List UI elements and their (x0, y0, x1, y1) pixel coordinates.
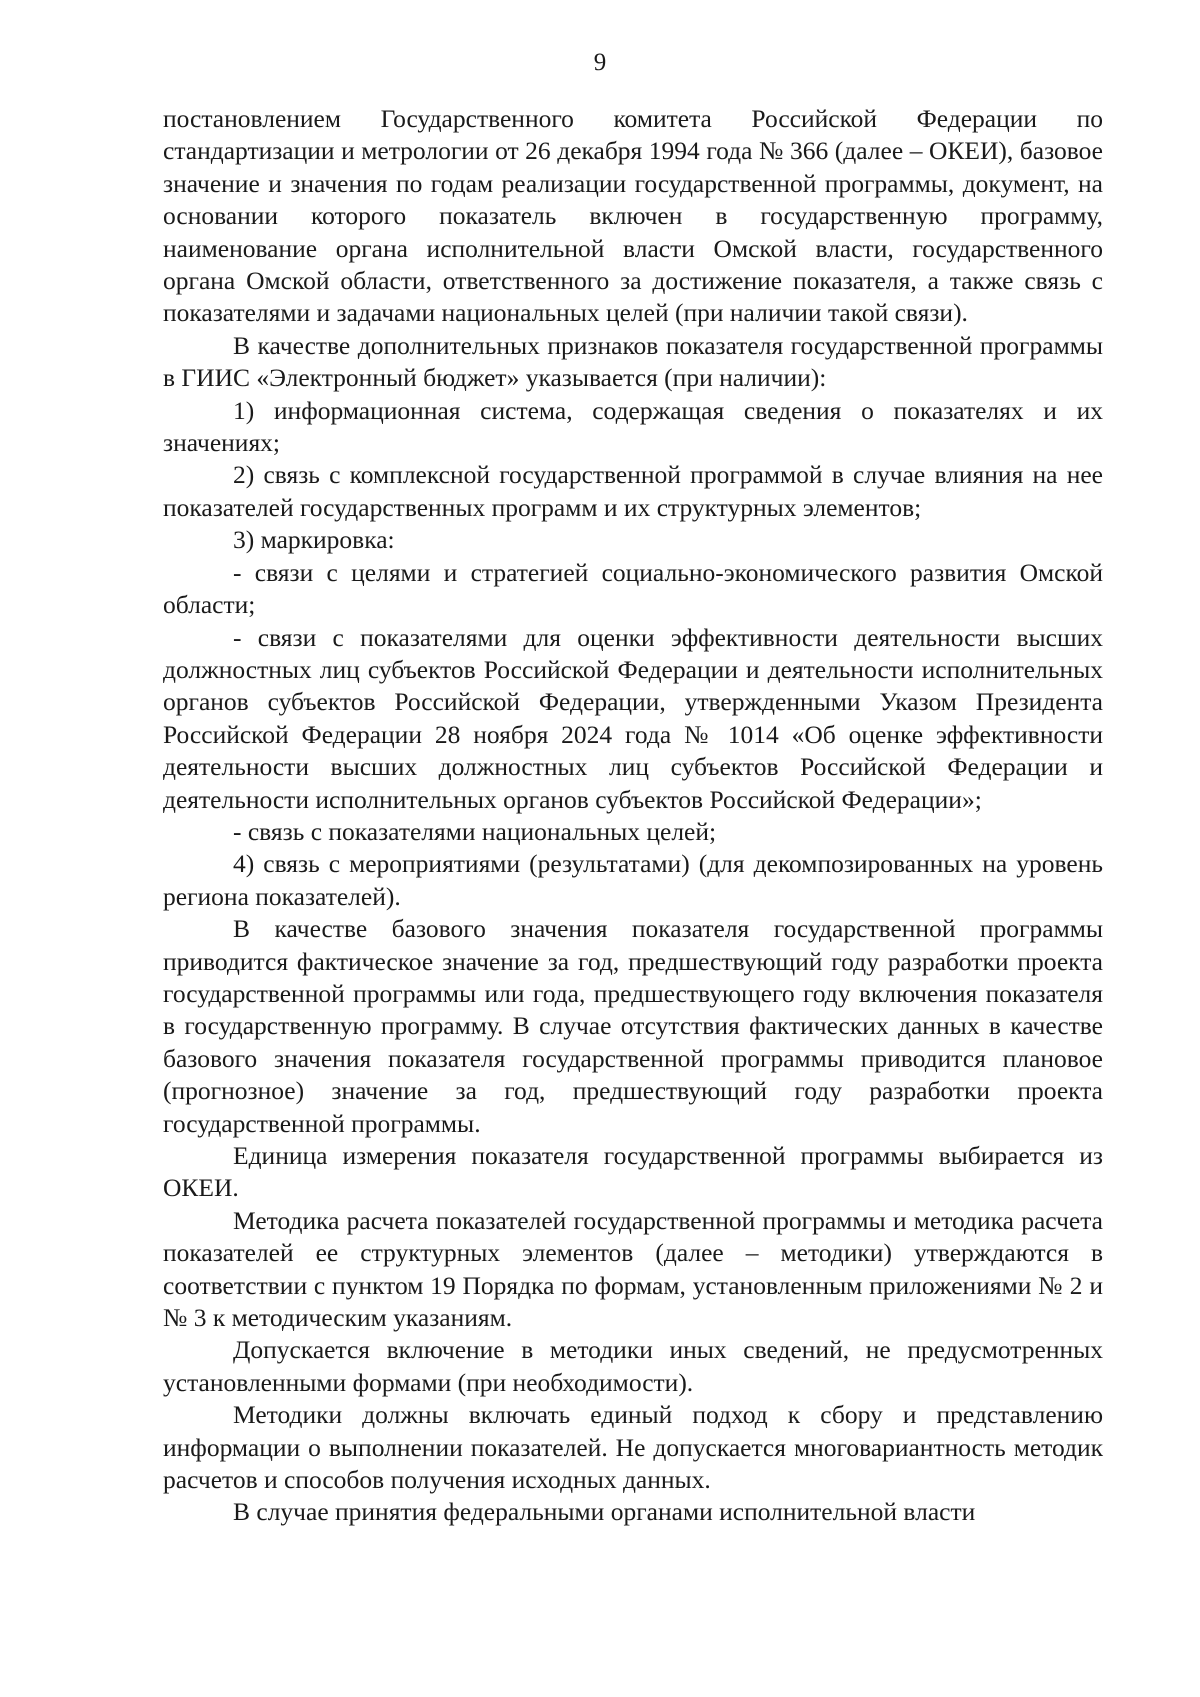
list-item-marking: 3) маркировка: (233, 525, 395, 555)
document-body (163, 103, 1103, 1529)
paragraph-base-value: В качестве базового значения показателя государственной программы приводится фактическое значение за год, предшествующий году разработки проекта государственной программы или года, предшествующего году включения показателя в государственную программу. В случае отсутствия фактических данных в качестве базового значения показателя государственной программы приводится плановое (прогнозное) значение за год, предшествующий году разработки проекта государственной программы. (163, 914, 1103, 1138)
sub-item-strategy-link: - связи с целями и стратегией социально-экономического развития Омской области; (163, 557, 1103, 620)
page-number: 9 (593, 49, 607, 76)
paragraph-unified-approach: Методики должны включать единый подход к сбору и представлению информации о выполнении показателей. Не допускается многовариантность методик расчетов и способов получения исходных данных. (163, 1400, 1103, 1495)
paragraph-unit-of-measure: Единица измерения показателя государственной программы выбирается из ОКЕИ. (163, 1141, 1103, 1203)
paragraph-federal-bodies: В случае принятия федеральными органами исполнительной власти (233, 1497, 976, 1527)
list-item-complex-program-link: 2) связь с комплексной государственной программой в случае влияния на нее показателей государственных программ и их структурных элементов; (163, 460, 1103, 522)
paragraph-okei-continuation: постановлением Государственного комитета Российской Федерации по стандартизации и метрологии от 26 декабря 1994 года № 366 (далее – ОКЕИ), базовое значение и значения по годам реализации государственной программы, документ, на основании которого показатель включен в государственную программу, наименование органа исполнительной власти Омской власти, государственного органа Омской области, ответственного за достижение показателя, а также связь с показателями и задачами национальных целей (при наличии такой связи). (163, 104, 1103, 328)
paragraph-additional-information: Допускается включение в методики иных сведений, не предусмотренных установленными формами (при необходимости). (163, 1335, 1103, 1397)
list-item-information-system: 1) информационная система, содержащая сведения о показателях и их значениях; (163, 395, 1103, 458)
list-item-activities-link: 4) связь с мероприятиями (результатами) (для декомпозированных на уровень региона показателей). (163, 849, 1103, 911)
sub-item-efficiency-indicators-link: - связи с показателями для оценки эффективности деятельности высших должностных лиц субъектов Российской Федерации и деятельности исполнительных органов субъектов Российской Федерации, утвержденными Указом Президента Российской Федерации 28 ноября 2024 года № 1014 «Об оценке эффективности деятельности высших должностных лиц субъектов Российской Федерации и деятельности исполнительных органов субъектов Российской Федерации»; (163, 622, 1103, 814)
sub-item-national-goals-link: - связь с показателями национальных целей; (233, 816, 717, 846)
paragraph-methodology-approval: Методика расчета показателей государственной программы и методика расчета показателей ее структурных элементов (далее – методики) утверждаются в соответствии с пунктом 19 Порядка по формам, установленным приложениями № 2 и № 3 к методическим указаниям. (163, 1205, 1103, 1333)
paragraph-additional-attributes: В качестве дополнительных признаков показателя государственной программы в ГИИС «Электронный бюджет» указывается (при наличии): (163, 330, 1103, 393)
